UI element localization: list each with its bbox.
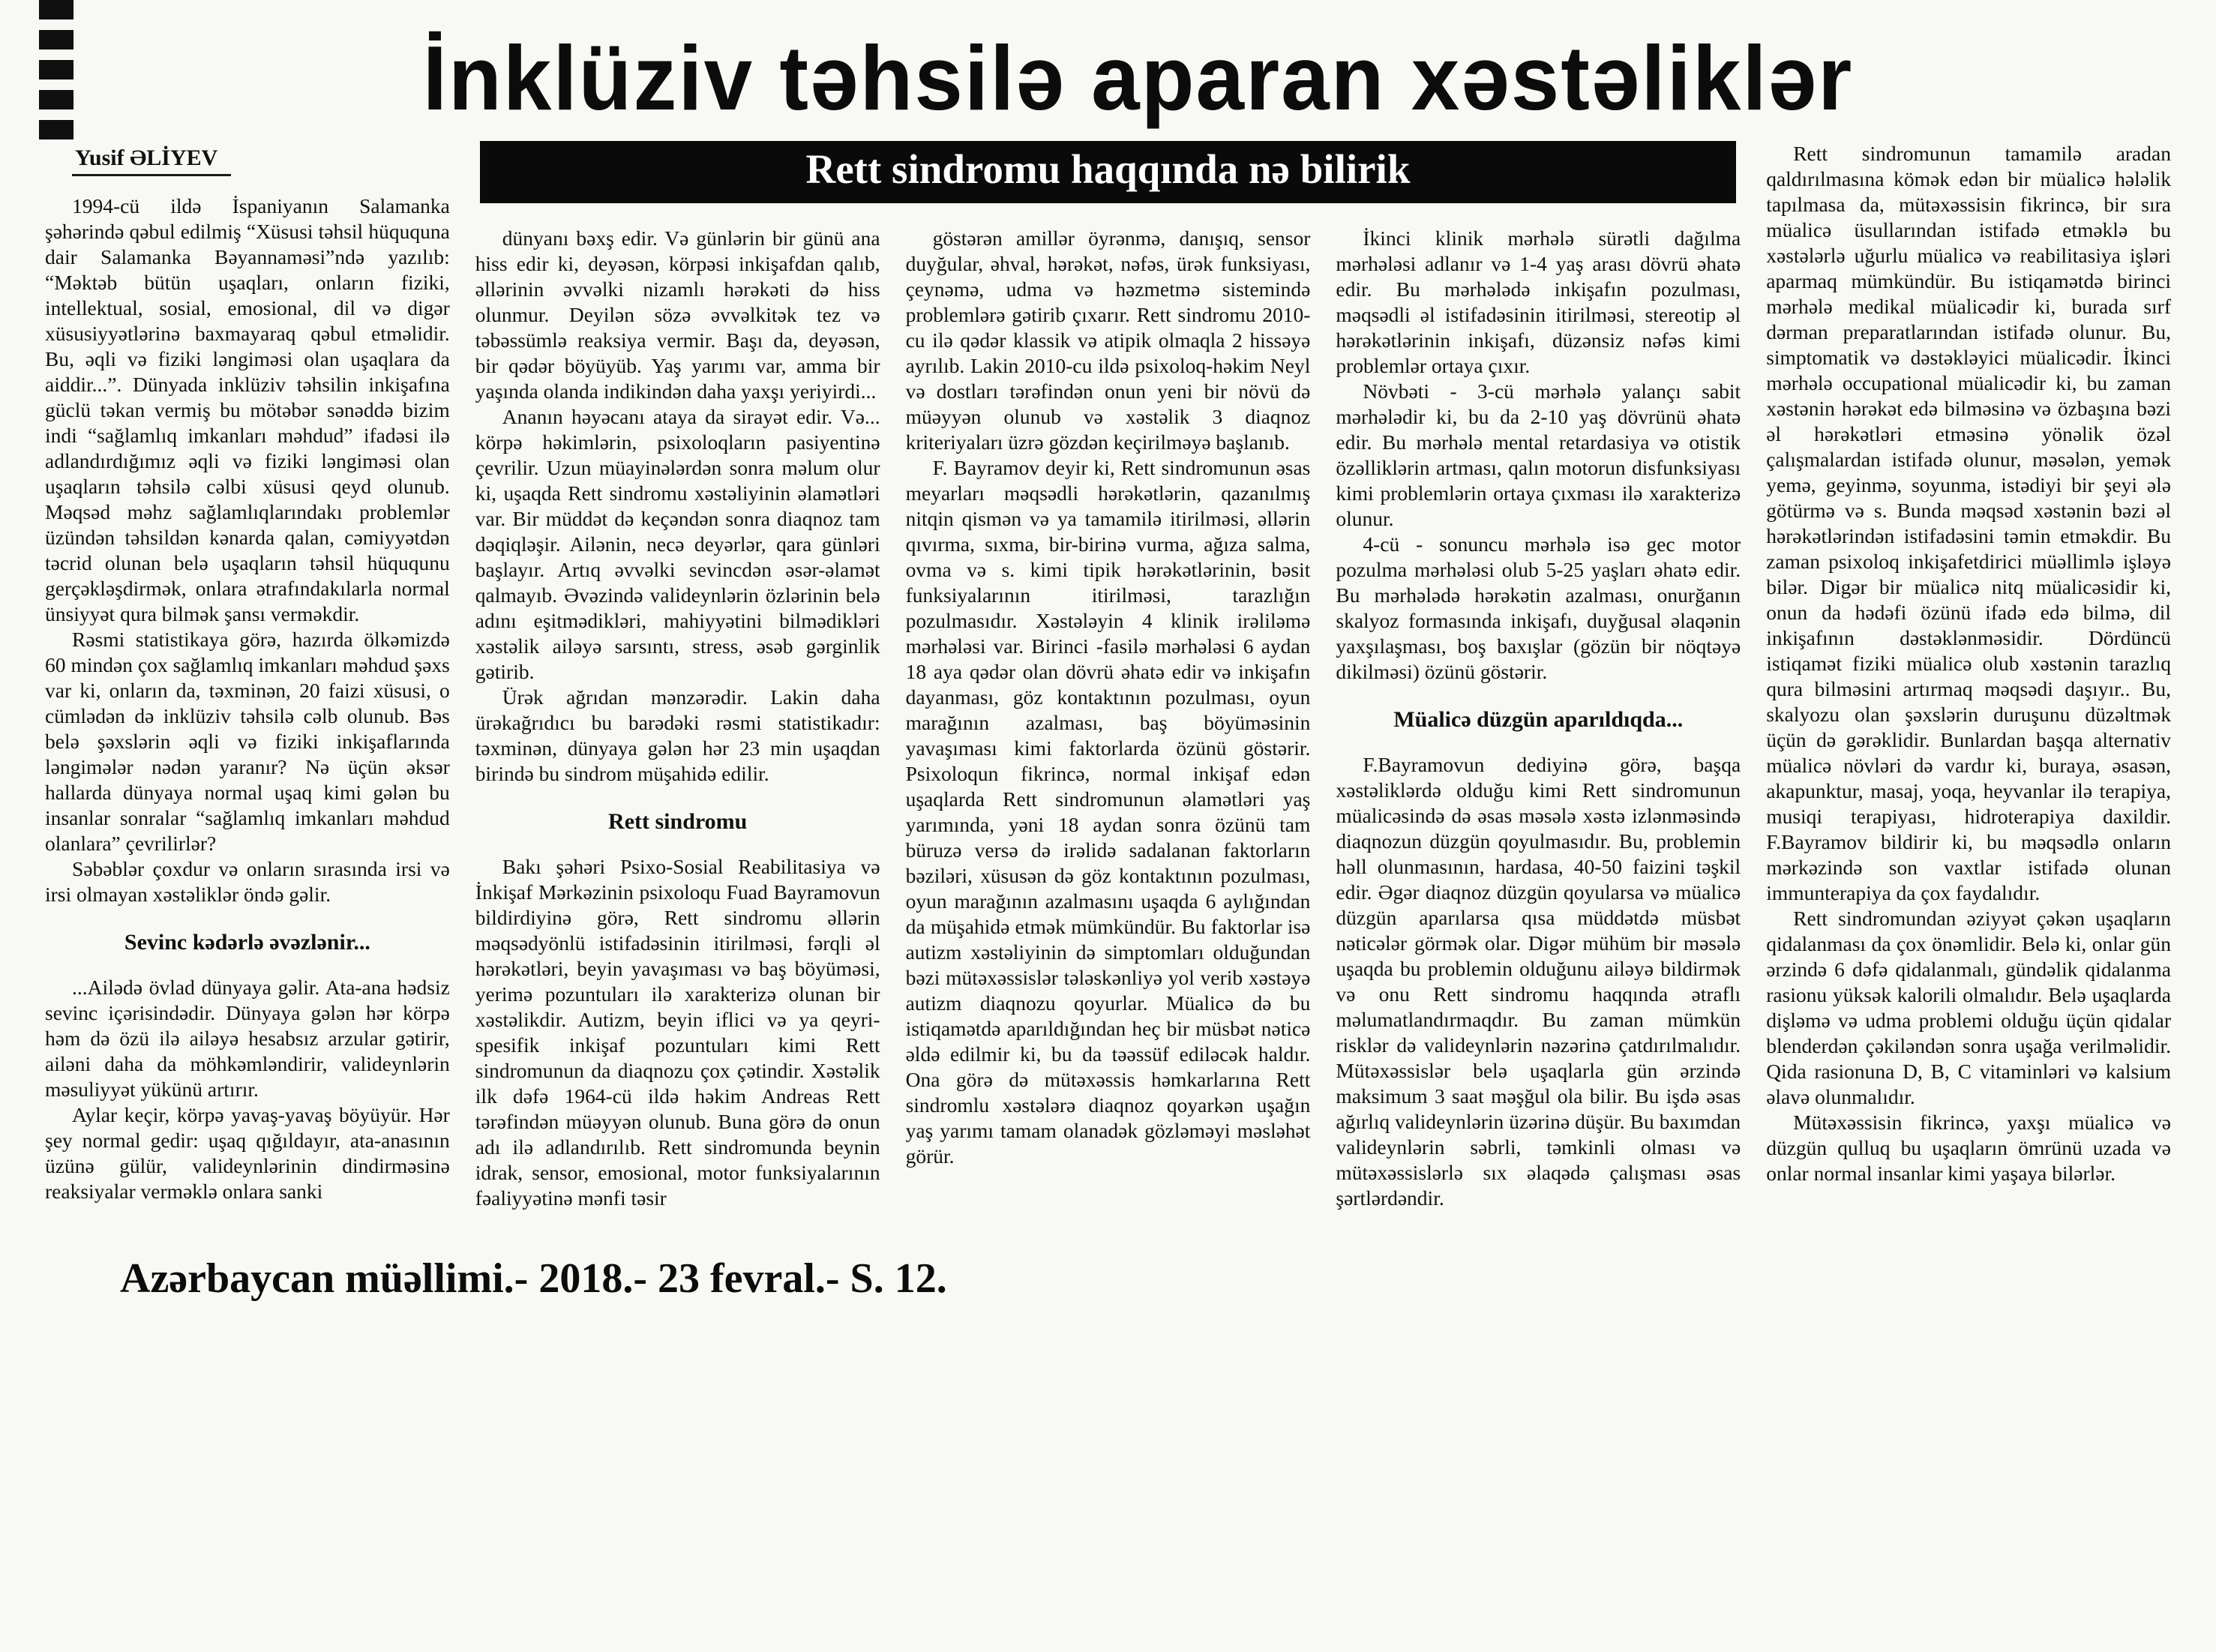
paragraph: Ürək ağrıdan mənzərədir. Lakin daha ürəkağrıdıcı bu barədəki rəsmi statistikadır: təxminən, dünyaya gələn hər 23 min uşaqdan birində bu sindrom müşahidə edilir.: [475, 685, 880, 785]
text-column-5: [1766, 141, 2171, 1211]
paragraph: Rəsmi statistikaya görə, hazırda ölkəmizdə 60 mindən çox sağlamlıq imkanları məhdud şəxs var ki, onların da, təxminən, 20 faizi xüsusi, o cümlədən də inklüziv təhsilə cəlb olunub. Bəs belə şəxslərin əqli və fiziki inkişaflarında ləngimələr nədən yaranır? Nə üçün əksər hallarda dünyaya normal uşaq kimi gələn bu insanlar sonralar “sağlamlıq imkanları məhdud olanlara” çevrilirlər?: [45, 628, 450, 855]
section-banner: [480, 141, 1736, 203]
paragraph: Növbəti - 3-cü mərhələ yalançı sabit mərhələdir ki, bu da 2-10 yaş dövrünü əhatə edir. Bu mərhələ mental retardasiya və otistik özəlliklərin artması, qalın motorun disfunksiyası kimi problemlərin ortaya çıxması ilə xarakterizə olunur.: [1336, 379, 1741, 530]
section-heading: Rett sindromu: [608, 808, 748, 834]
paragraph: F.Bayramovun dediyinə görə, başqa xəstəliklərdə olduğu kimi Rett sindromunun müalicəsində də əsas məsələ xəstə izlənməsində diaqnozun düzgün qoyulmasıdır. Bu, problemin həll olunmasının, hardasa, 40-50 faizini təşkil edir. Əgər diaqnoz düzgün qoyularsa və müalicə düzgün aparılarsa qısa müddətdə müsbət nəticələr görmək olar. Digər mühüm bir məsələ uşaqda bu problemin olduğunu ailəyə bildirmək və onu Rett sindromu haqqında ətraflı məlumatlandırmaqdır. Bu zaman mümkün risklər də valideynlərin nəzərinə çatdırılmalıdır. Mütəxəssislər belə uşaqlarla gün ərzində maksimum 3 saat məşğul ola bilir. Bu işdə əsas ağırlıq valideynlərin üzərinə düşür. Bu baxımdan valideynlərin səbrli, təmkinli olması və mütəxəssislərlə sıx əlaqədə çalışması əsas şərtlərdəndir.: [1336, 752, 1741, 1210]
section-banner-text: Rett sindromu haqqında nə bilirik: [805, 146, 1411, 192]
paragraph: 4-cü - sonuncu mərhələ isə gec motor pozulma mərhələsi olub 5-25 yaşları əhatə edir. Bu mərhələdə hərəkətin azalması, onurğanın skalyoz formasında inkişafı, duyğusal əlaqənin yaxşılaşması, boş baxışlar (gözün bir nöqtəyə dikilməsi) özünü göstərir.: [1336, 532, 1741, 683]
paragraph: Bakı şəhəri Psixo-Sosial Reabilitasiya və İnkişaf Mərkəzinin psixoloqu Fuad Bayramovun bildirdiyinə görə, Rett sindromu əllərin məqsədyönlü istifadəsinin itirilməsi, fərqli əl hərəkətləri, beyin yavaşıması və baş böyüməsi, yerimə pozuntuları ilə xarakterizə olunan bir xəstəlikdir. Autizm, beyin iflici və ya qeyri-spesifik inkişaf pozuntuları kimi Rett sindromunun da diaqnozu çox çətindir. Xəstəlik ilk dəfə 1964-cü ildə həkim Andreas Rett tərəfindən müəyyən olunub. Buna görə də onun adı ilə adlandırılıb. Rett sindromunda beynin idrak, sensor, emosional, motor funksiyalarının fəaliyyətinə mənfi təsir: [475, 854, 880, 1210]
paragraph: F. Bayramov deyir ki, Rett sindromunun əsas meyarları məqsədli hərəkətlərin, qazanılmış nitqin qismən və ya tamamilə itirilməsi, əllərin qıvırma, sıxma, bir-birinə vurma, ağıza salma, ovma və s. kimi tipik hərəkətlərinin, bəsit funksiyalarının itirilməsi, tarazlığın pozulmasıdır. Xəstələyin 4 klinik irəliləmə mərhələsi var. Birinci -fasilə mərhələsi 6 aydan 18 aya qədər olan dövrü əhatə edir və inkişafın dayanması, göz kontaktının pozulması, oyun marağının azalması, baş böyüməsinin yavaşıması kimi faktorlarda özünü göstərir. Psixoloqun fikrincə, normal inkişaf edən uşaqlarda Rett sindromunun əlamətləri yaş yarımında, yəni 18 aydan sonra özünü tam büruzə versə də irəlidə sadalanan faktorların bəziləri, xüsusən də göz kontaktının pozulması, oyun marağının azalmasını uşaqda 6 aylığından da müşahidə etmək mümkündür. Bu faktorlar isə autizm xəstəliyinin də simptomları olduğundan bəzi mütəxəssislər tələskənliyə yol verib xəstəyə autizm diaqnozu qoyurlar. Müalicə də bu istiqamətdə aparıldığından heç bir müsbət nəticə əldə edilmir ki, bu da təəssüf ediləcək haldır. Ona görə də mütəxəssis həmkarlarına Rett sindromlu xəstələrə diaqnoz qoyarkən uşağın yaş yarımı tamam olanadək gözləməyi məsləhət görür.: [905, 455, 1311, 1168]
scan-artifact: [39, 0, 73, 150]
paragraph: ...Ailədə övlad dünyaya gəlir. Ata-ana hədsiz sevinc içərisindədir. Dünyaya gələn hər körpə həm də özü ilə ailəyə hesabsız arzular gətirir, ailəni daha da möhkəmləndirir, valideynlərin məsuliyyət yükünü artırır.: [45, 976, 450, 1101]
paragraph: Səbəblər çoxdur və onların sırasında irsi və irsi olmayan xəstəliklər öndə gəlir.: [45, 857, 450, 906]
paragraph: Ananın həyəcanı ataya da sirayət edir. Və... körpə həkimlərin, psixoloqların pasiyentinə çevrilir. Uzun müayinələrdən sonra məlum olur ki, uşaqda Rett sindromu xəstəliyinin əlamətləri var. Bir müddət də keçəndən sonra diaqnoz tam dəqiqləşir. Ailənin, necə deyərlər, qara günləri başlayır. Artıq əvvəlki sevincdən əsər-əlamət qalmayıb. Əvəzində valideynlərin özlərinin belə adını eşitmədikləri, mahiyyətini bilmədikləri xəstəlik ailəyə sarsıntı, stress, əsəb gərginlik gətirib.: [475, 404, 880, 683]
section-heading: Müalicə düzgün aparıldıqda...: [1393, 706, 1684, 732]
text-column-4: [1336, 226, 1741, 1211]
paragraph: Aylar keçir, körpə yavaş-yavaş böyüyür. Hər şey normal gedir: uşaq qığıldayır, ata-anasının üzünə gülür, valideynlərinin dindirməsinə reaksiyalar verməklə onlara sanki: [45, 1103, 450, 1203]
paragraph: Rett sindromundan əziyyət çəkən uşaqların qidalanması da çox önəmlidir. Belə ki, onlar gün ərzində 6 dəfə qidalanmalı, gündəlik qidalanma rasionu yüksək kalorili olmalıdır. Belə uşaqlarda dişləmə və udma problemi olduğu üçün qidalar blenderdən çəkiləndən sonra uşağa verilməlidir. Qida rasionuna D, B, C vitaminləri və kalsium əlavə olunmalıdır.: [1766, 907, 2171, 1108]
source-citation: Azərbaycan müəllimi.- 2018.- 23 fevral.- S. 12.: [120, 1255, 947, 1302]
paragraph: göstərən amillər öyrənmə, danışıq, sensor duyğular, əhval, hərəkət, nəfəs, ürək funksiyası, çeynəmə, udma və həzmetmə sistemində problemlərə gətirib çıxarır. Rett sindromu 2010-cu ilə qədər klassik və atipik olmaqla 2 hissəyə ayrılıb. Lakin 2010-cu ildə psixoloq-həkim Neyl və dostları tərəfindən onun yeni bir növü də müəyyən olunub və xəstəlik 3 diaqnoz kriteriyaları üzrə gözdən keçirilməyə başlanıb.: [905, 226, 1311, 454]
text-column-2: [475, 226, 880, 1211]
text-column-3: [906, 226, 1311, 1211]
paragraph: Mütəxəssisin fikrincə, yaxşı müalicə və düzgün qulluq bu uşaqların ömrünü uzada və onlar normal insanlar kimi yaşaya bilərlər.: [1766, 1111, 2171, 1185]
section-heading: Sevinc kədərlə əvəzlənir...: [124, 930, 370, 955]
paragraph: dünyanı bəxş edir. Və günlərin bir günü ana hiss edir ki, deyəsən, körpəsi inkişafdan qalıb, əllərinin əvvəlki nizamlı hərəkəti də hiss olunmur. Deyilən sözə əvvəlkitək tez və təbəssümlə reaksiya vermir. Başı da, deyəsən, bir qədər böyüyüb. Yaş yarımı var, amma bir yaşında olanda indikindən daha yaxşı yeriyirdi...: [475, 226, 880, 403]
article-body: [45, 141, 2171, 1211]
headline: İnklüziv təhsilə aparan xəstəliklər: [422, 26, 1854, 130]
author-byline: Yusif ƏLİYEV: [72, 145, 231, 176]
text-column-1: [45, 141, 450, 1211]
paragraph: İkinci klinik mərhələ sürətli dağılma mərhələsi adlanır və 1-4 yaş arası dövrü əhatə edir. Bu mərhələdə inkişafın pozulması, məqsədli əl istifadəsinin itirilməsi, stereotip əl hərəkətlərinin inkişafı, düzənsiz nəfəs kimi problemlər ortaya çıxır.: [1336, 226, 1741, 377]
paragraph: Rett sindromunun tamamilə aradan qaldırılmasına kömək edən bir müalicə hələlik tapılmasa da, mütəxəssisin fikrincə, bir sıra müalicə üsullarından istifadə etməklə bu xəstələrlə uğurlu müalicə və reabilitasiya işləri aparmaq mümkündür. Bu istiqamətdə birinci mərhələ medikal müalicədir ki, burada sırf dərman preparatlarından istifadə olunur. Bu, simptomatik və dəstəkləyici müalicədir. İkinci mərhələ occupational müalicədir ki, bu zaman xəstənin hərəkət edə bilməsinə və özbaşına bəzi əl hərəkətləri etməsinə yönəlik özəl çalışmalardan istifadə olunur, məsələn, yemək yemə, geyinmə, soyunma, istədiyi bir şeyi ələ götürmə və s. Bunda məqsəd xəstənin bəzi əl hərəkətlərindən istifadəsini təmin etməkdir. Bu zaman psixoloq inkişafetdirici müəllimlə işləyə bilər. Digər bir müalicə nitq müalicəsidir ki, onun da hədəfi özünü ifadə edə bilmə, dil inkişafının dəstəklənməsidir. Dördüncü istiqamət fiziki müalicə olub xəstənin tarazlıq qura bilməsini artırmaq məqsədi daşıyır.. Bu, skalyozu olan şəxslərin duruşunu düzəltmək üçün də gərəklidir. Bunlardan başqa alternativ müalicə növləri də vardır ki, buraya, əsasən, akapunktur, masaj, yoqa, heyvanlar ilə terapiya, musiqi terapiyası, hidroterapiya daxildir. F.Bayramov bildirir ki, bu məqsədlə onların mərkəzində son vaxtlar istifadə olunan immunterapiya da çox faydalıdır.: [1766, 142, 2171, 904]
byline-row: [72, 145, 450, 171]
paragraph: 1994-cü ildə İspaniyanın Salamanka şəhərində qəbul edilmiş “Xüsusi təhsil hüququna dair Salamanka Bəyannaməsi”ndə yazılıb: “Məktəb bütün uşaqları, onların fiziki, intellektual, sosial, emosional, dil və digər xüsusiyyətlərinə baxmayaraq qəbul etməlidir. Bu, əqli və fiziki ləngiməsi olan uşaqlara da aiddir...”. Dünyada inklüziv təhsilin inkişafına güclü təkan vermiş bu mötəbər sənəddə bizim indi “sağlamlıq imkanları məhdud” ifadəsi ilə adlandırdığımız əqli və fiziki ləngiməsi olan uşaqların təhsilə cəlbi xüsusi qeyd olunub. Məqsəd məhz sağlamlıqlarındakı problemlər üzündən təhsildən kənarda qalan, cəmiyyətdən təcrid olunan belə uşaqların təhsil hüququnu gerçəkləşdirmək, onlara ətrafındakılarla normal ünsiyyət qura bilmək şansı verməkdir.: [45, 194, 450, 625]
